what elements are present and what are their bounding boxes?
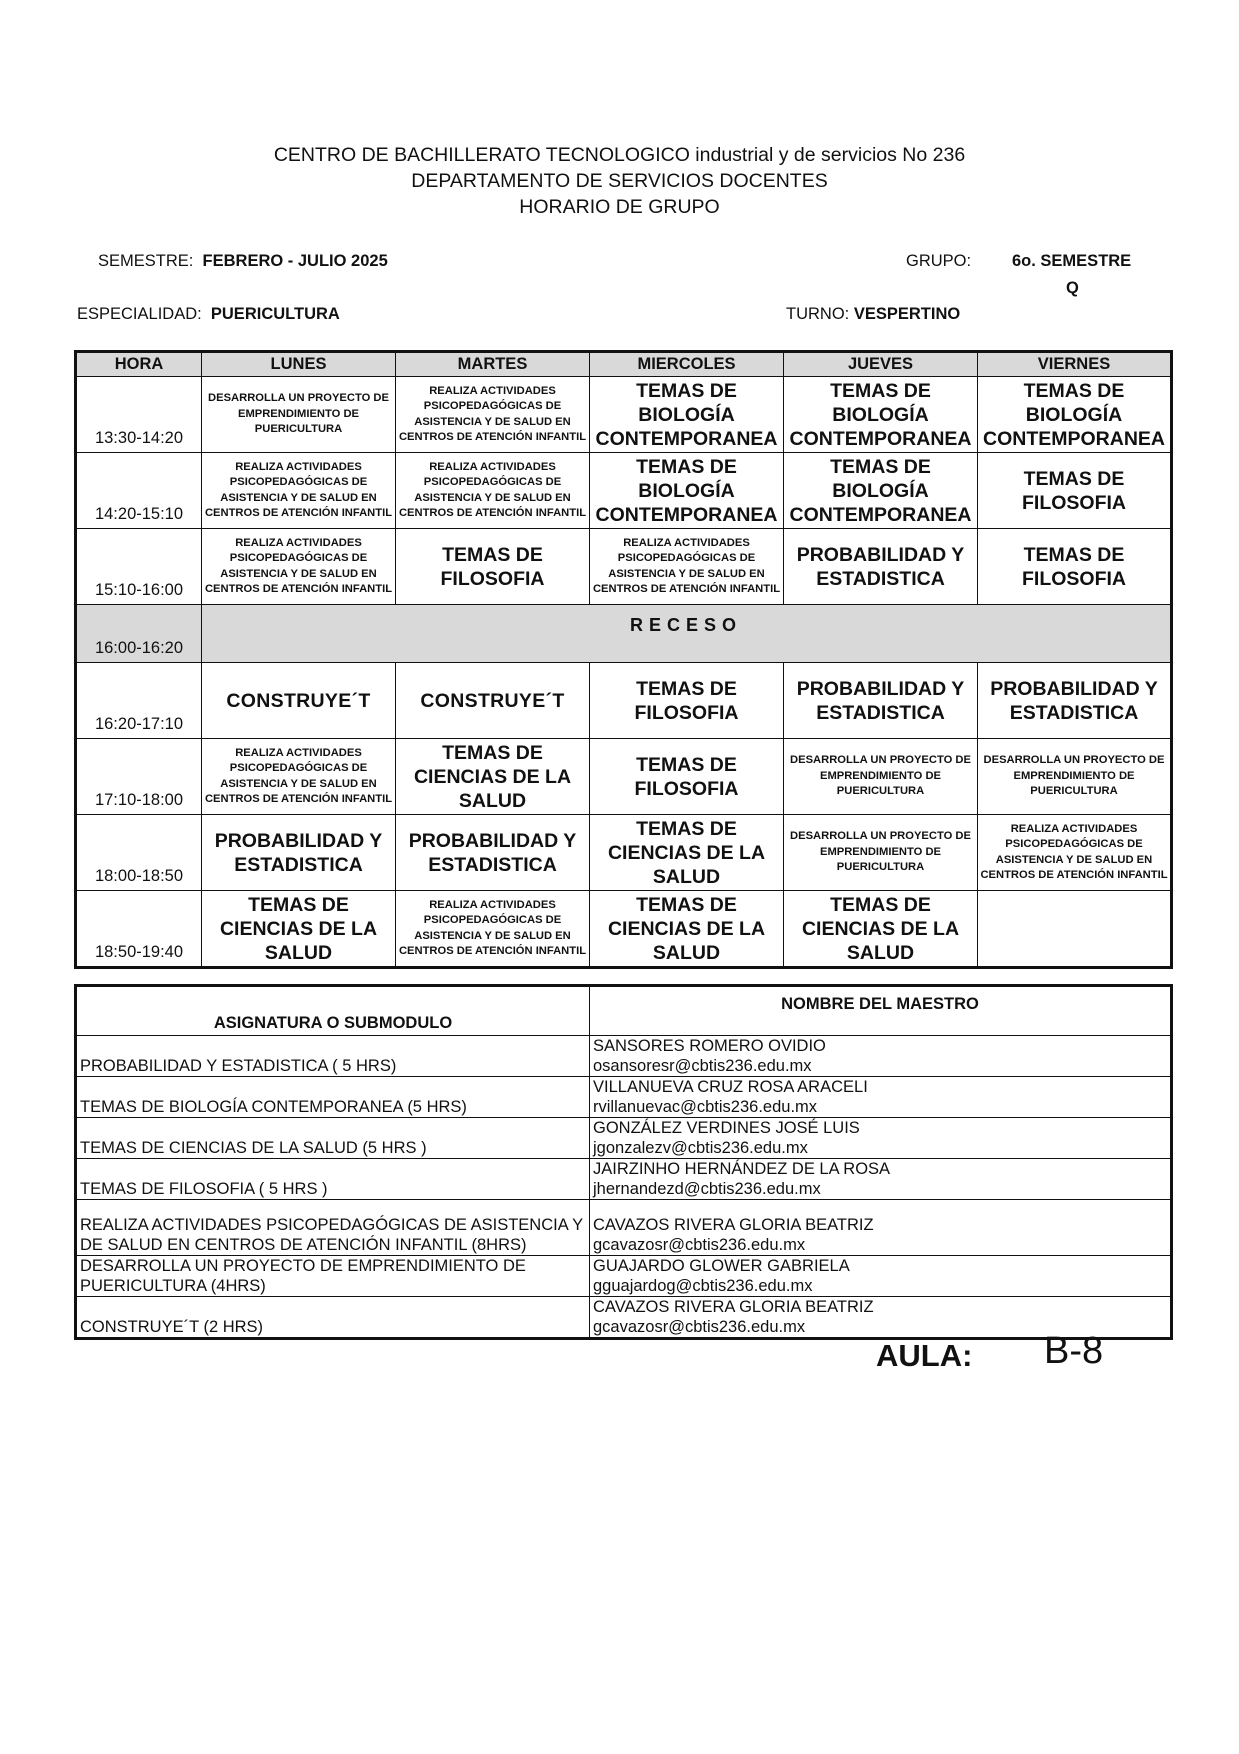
class-name: TEMAS DE CIENCIAS DE LA SALUD xyxy=(607,817,766,888)
subject-row xyxy=(76,1118,1172,1159)
class-name: CONSTRUYE´T xyxy=(226,689,371,712)
schedule-row xyxy=(76,453,1172,529)
teacher-email: rvillanuevac@cbtis236.edu.mx xyxy=(593,1098,818,1116)
schedule-cell xyxy=(396,453,590,529)
institution-name: CENTRO DE BACHILLERATO TECNOLOGICO industrial y de servicios No 236 xyxy=(273,144,966,166)
schedule-row xyxy=(76,891,1172,968)
class-name: DESARROLLA UN PROYECTO DE EMPRENDIMIENTO DE PUERICULTURA xyxy=(790,830,971,874)
header-lunes: LUNES xyxy=(202,352,396,377)
subject-row xyxy=(76,1077,1172,1118)
time-slot: 13:30-14:20 xyxy=(76,377,202,453)
teacher-cell xyxy=(590,1118,1172,1159)
class-name: TEMAS DE FILOSOFIA xyxy=(634,753,739,800)
teacher-email: gguajardog@cbtis236.edu.mx xyxy=(593,1277,813,1295)
class-name: CONSTRUYE´T xyxy=(420,689,565,712)
subject-row xyxy=(76,1200,1172,1256)
header-jueves: JUEVES xyxy=(784,352,978,377)
class-name: TEMAS DE CIENCIAS DE LA SALUD xyxy=(801,893,960,964)
class-name: TEMAS DE BIOLOGÍA CONTEMPORANEA xyxy=(789,455,972,526)
schedule-cell xyxy=(784,453,978,529)
schedule-cell xyxy=(396,891,590,968)
class-name: REALIZA ACTIVIDADES PSICOPEDAGÓGICAS DE ASISTENCIA Y DE SALUD EN CENTROS DE ATENCIÓN INFANTIL xyxy=(398,384,587,443)
header-viernes: VIERNES xyxy=(978,352,1172,377)
schedule-cell xyxy=(202,377,396,453)
schedule-cell xyxy=(978,453,1172,529)
class-name: PROBABILIDAD Y ESTADISTICA xyxy=(408,829,577,876)
teacher-name: CAVAZOS RIVERA GLORIA BEATRIZ xyxy=(593,1298,874,1316)
teacher-email: gcavazosr@cbtis236.edu.mx xyxy=(593,1318,806,1336)
time-slot: 15:10-16:00 xyxy=(76,529,202,605)
class-name: DESARROLLA UN PROYECTO DE EMPRENDIMIENTO DE PUERICULTURA xyxy=(790,754,971,798)
teacher-name: CAVAZOS RIVERA GLORIA BEATRIZ xyxy=(593,1216,874,1234)
grupo-label: GRUPO: xyxy=(906,252,972,270)
schedule-cell xyxy=(784,739,978,815)
schedule-cell xyxy=(396,739,590,815)
turno-field xyxy=(786,305,960,324)
aula-label: AULA: xyxy=(876,1338,973,1373)
class-name: TEMAS DE FILOSOFIA xyxy=(440,543,545,590)
schedule-cell xyxy=(202,891,396,968)
turno-label: TURNO: xyxy=(786,305,850,323)
schedule-row xyxy=(76,377,1172,453)
class-name: DESARROLLA UN PROYECTO DE EMPRENDIMIENTO DE PUERICULTURA xyxy=(983,754,1165,798)
class-name: TEMAS DE FILOSOFIA xyxy=(634,677,739,724)
header-hora: HORA xyxy=(76,352,202,377)
subject-row xyxy=(76,1036,1172,1077)
class-name: PROBABILIDAD Y ESTADISTICA xyxy=(796,677,965,724)
schedule-cell xyxy=(590,377,784,453)
schedule-cell xyxy=(978,815,1172,891)
teacher-cell xyxy=(590,1256,1172,1297)
class-name: REALIZA ACTIVIDADES PSICOPEDAGÓGICAS DE ASISTENCIA Y DE SALUD EN CENTROS DE ATENCIÓN INFANTIL xyxy=(592,536,781,595)
class-name: REALIZA ACTIVIDADES PSICOPEDAGÓGICAS DE ASISTENCIA Y DE SALUD EN CENTROS DE ATENCIÓN INFANTIL xyxy=(204,460,393,519)
schedule-cell xyxy=(396,529,590,605)
department-name: DEPARTAMENTO DE SERVICIOS DOCENTES xyxy=(411,170,828,192)
time-slot: 17:10-18:00 xyxy=(76,739,202,815)
class-name: REALIZA ACTIVIDADES PSICOPEDAGÓGICAS DE ASISTENCIA Y DE SALUD EN CENTROS DE ATENCIÓN INFANTIL xyxy=(398,460,587,519)
time-slot: 18:50-19:40 xyxy=(76,891,202,968)
schedule-cell xyxy=(978,663,1172,739)
schedule-row xyxy=(76,815,1172,891)
schedule-cell xyxy=(978,529,1172,605)
subject-name: REALIZA ACTIVIDADES PSICOPEDAGÓGICAS DE ASISTENCIA Y DE SALUD EN CENTROS DE ATENCIÓN INFANTIL (8HRS) xyxy=(76,1200,590,1256)
teacher-name: JAIRZINHO HERNÁNDEZ DE LA ROSA xyxy=(593,1160,891,1178)
schedule-cell xyxy=(978,739,1172,815)
schedule-row xyxy=(76,663,1172,739)
schedule-cell xyxy=(202,739,396,815)
grupo-value: 6o. SEMESTRE xyxy=(1012,252,1132,270)
class-name: PROBABILIDAD Y ESTADISTICA xyxy=(990,677,1158,724)
teacher-name: VILLANUEVA CRUZ ROSA ARACELI xyxy=(593,1078,868,1096)
teacher-cell xyxy=(590,1036,1172,1077)
semestre-field xyxy=(98,252,388,271)
schedule-row xyxy=(76,529,1172,605)
schedule-cell xyxy=(590,739,784,815)
especialidad-value: PUERICULTURA xyxy=(210,305,340,323)
subject-name: TEMAS DE BIOLOGÍA CONTEMPORANEA (5 HRS) xyxy=(76,1077,590,1118)
schedule-cell xyxy=(978,377,1172,453)
time-slot: 18:00-18:50 xyxy=(76,815,202,891)
especialidad-field xyxy=(77,305,340,324)
schedule-cell xyxy=(202,663,396,739)
schedule-cell xyxy=(784,891,978,968)
header-asignatura: ASIGNATURA O SUBMODULO xyxy=(76,986,590,1036)
teacher-cell xyxy=(590,1077,1172,1118)
header-miercoles: MIERCOLES xyxy=(590,352,784,377)
schedule-cell xyxy=(202,815,396,891)
document-header xyxy=(0,142,1239,220)
schedule-cell xyxy=(784,377,978,453)
schedule-table xyxy=(74,350,1173,969)
schedule-header-row xyxy=(76,352,1172,377)
teacher-email: osansoresr@cbtis236.edu.mx xyxy=(593,1057,812,1075)
subject-name: PROBABILIDAD Y ESTADISTICA ( 5 HRS) xyxy=(76,1036,590,1077)
subject-name: DESARROLLA UN PROYECTO DE EMPRENDIMIENTO DE PUERICULTURA (4HRS) xyxy=(76,1256,590,1297)
schedule-cell xyxy=(590,529,784,605)
class-name: TEMAS DE FILOSOFIA xyxy=(1022,543,1126,590)
class-name: REALIZA ACTIVIDADES PSICOPEDAGÓGICAS DE ASISTENCIA Y DE SALUD EN CENTROS DE ATENCIÓN INFANTIL xyxy=(204,746,393,805)
schedule-cell xyxy=(784,663,978,739)
recess-label: RECESO xyxy=(202,605,1172,663)
class-name: TEMAS DE CIENCIAS DE LA SALUD xyxy=(219,893,378,964)
teacher-name: GUAJARDO GLOWER GABRIELA xyxy=(593,1257,850,1275)
teacher-name: GONZÁLEZ VERDINES JOSÉ LUIS xyxy=(593,1119,860,1137)
class-name: TEMAS DE BIOLOGÍA CONTEMPORANEA xyxy=(982,379,1165,450)
class-name: DESARROLLA UN PROYECTO DE EMPRENDIMIENTO DE PUERICULTURA xyxy=(208,392,389,436)
turno-value: VESPERTINO xyxy=(853,305,961,323)
header-martes: MARTES xyxy=(396,352,590,377)
class-name: PROBABILIDAD Y ESTADISTICA xyxy=(796,543,965,590)
schedule-cell xyxy=(590,453,784,529)
teacher-name: SANSORES ROMERO OVIDIO xyxy=(593,1037,826,1055)
recess-row xyxy=(76,605,1172,663)
schedule-row xyxy=(76,739,1172,815)
class-name: TEMAS DE BIOLOGÍA CONTEMPORANEA xyxy=(595,379,778,450)
teacher-email: jhernandezd@cbtis236.edu.mx xyxy=(593,1180,821,1198)
class-name: TEMAS DE CIENCIAS DE LA SALUD xyxy=(413,741,572,812)
teacher-email: gcavazosr@cbtis236.edu.mx xyxy=(593,1236,806,1254)
document-title: HORARIO DE GRUPO xyxy=(519,196,720,218)
subjects-table xyxy=(74,984,1173,1340)
time-slot: 16:20-17:10 xyxy=(76,663,202,739)
especialidad-label: ESPECIALIDAD: xyxy=(77,305,202,323)
semestre-value: FEBRERO - JULIO 2025 xyxy=(202,252,388,270)
schedule-cell xyxy=(396,815,590,891)
time-slot: 14:20-15:10 xyxy=(76,453,202,529)
schedule-cell xyxy=(784,529,978,605)
subjects-header-row xyxy=(76,986,1172,1036)
class-name: REALIZA ACTIVIDADES PSICOPEDAGÓGICAS DE ASISTENCIA Y DE SALUD EN CENTROS DE ATENCIÓN INFANTIL xyxy=(204,536,393,595)
subject-row xyxy=(76,1256,1172,1297)
schedule-cell xyxy=(202,453,396,529)
subject-name: TEMAS DE CIENCIAS DE LA SALUD (5 HRS ) xyxy=(76,1118,590,1159)
schedule-cell xyxy=(396,663,590,739)
subject-row xyxy=(76,1297,1172,1339)
header-maestro: NOMBRE DEL MAESTRO xyxy=(590,986,1172,1036)
subject-name: CONSTRUYE´T (2 HRS) xyxy=(76,1297,590,1339)
class-name: TEMAS DE CIENCIAS DE LA SALUD xyxy=(607,893,766,964)
schedule-cell xyxy=(396,377,590,453)
semestre-label: SEMESTRE: xyxy=(98,252,194,270)
class-name: TEMAS DE BIOLOGÍA CONTEMPORANEA xyxy=(595,455,778,526)
teacher-cell xyxy=(590,1200,1172,1256)
schedule-cell xyxy=(978,891,1172,968)
class-name: REALIZA ACTIVIDADES PSICOPEDAGÓGICAS DE ASISTENCIA Y DE SALUD EN CENTROS DE ATENCIÓN INFANTIL xyxy=(398,898,587,957)
schedule-cell xyxy=(202,529,396,605)
schedule-cell xyxy=(590,663,784,739)
recess-time: 16:00-16:20 xyxy=(76,605,202,663)
subject-row xyxy=(76,1159,1172,1200)
teacher-cell xyxy=(590,1159,1172,1200)
aula-value: B-8 xyxy=(1044,1330,1104,1372)
schedule-cell xyxy=(590,815,784,891)
class-name: TEMAS DE BIOLOGÍA CONTEMPORANEA xyxy=(789,379,972,450)
class-name: REALIZA ACTIVIDADES PSICOPEDAGÓGICAS DE ASISTENCIA Y DE SALUD EN CENTROS DE ATENCIÓN INFANTIL xyxy=(980,822,1168,881)
schedule-cell xyxy=(590,891,784,968)
class-name: PROBABILIDAD Y ESTADISTICA xyxy=(214,829,383,876)
grupo-letter: Q xyxy=(1066,279,1079,297)
subject-name: TEMAS DE FILOSOFIA ( 5 HRS ) xyxy=(76,1159,590,1200)
teacher-email: jgonzalezv@cbtis236.edu.mx xyxy=(593,1139,808,1157)
schedule-cell xyxy=(784,815,978,891)
class-name: TEMAS DE FILOSOFIA xyxy=(1022,467,1126,514)
